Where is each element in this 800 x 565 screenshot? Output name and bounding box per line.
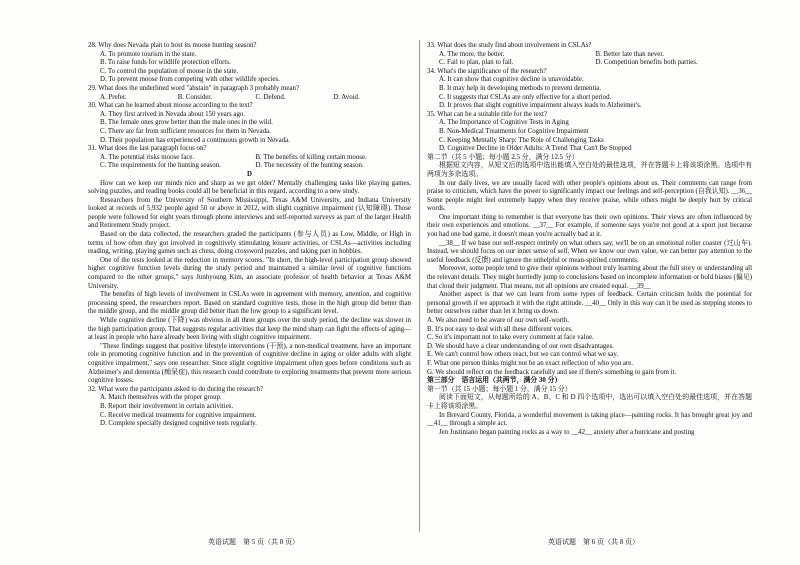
question-text: 30. What can be learned about moose according to the text?: [88, 102, 253, 110]
choice-option: A. We also need to be aware of our own self-worth.: [427, 317, 570, 324]
question-text: 33. What does the study find about involvement in CSLAs?: [427, 42, 592, 49]
page-footer-left: 英语试题 第 5 页（共 8 页）: [208, 538, 299, 546]
passage-paragraph: Another aspect is that we can learn from some types of feedback. Certain criticism holds the potential for personal growth if we approach it with the right attitude. __40__ Only in this way can it be used as stepping stones to better ourselves rather than let it bring us down.: [427, 291, 752, 316]
option-text: B. Consider.: [177, 93, 213, 101]
option-text: C. To control the population of moose in the state.: [100, 67, 239, 75]
passage-paragraph: While cognitive decline (下降) was obvious in all three groups over the study period, the decline was slower in the high participation group. That suggests regular activities that keep the mind sharp can fight the effects of aging—at least in people who have already been living with slight cognitive impairment.: [88, 317, 411, 342]
question-text: 第二节（共 5 小题；每小题 2.5 分，满分 12.5 分）: [427, 153, 579, 161]
option-row: [88, 94, 411, 103]
option-row: [88, 154, 411, 163]
option-text: A. It can show that cognitive decline is unavoidable.: [439, 76, 584, 84]
option-row: [427, 51, 752, 60]
option-text: C. Receive medical treatments for cognitive impairment.: [100, 411, 257, 419]
option-text: C. Keeping Mentally Sharp: The Role of Challenging Tasks: [439, 136, 604, 144]
passage-paragraph: Based on the data collected, the researchers graded the participants (参与人员) as Low, Middle, or High in terms of how often they got involved in cognitively stimulating leisure activities, or CSLAs—activities including reading, writing, playing games such as chess, doing crossword puzzles, and taking part in hobbies.: [88, 231, 411, 256]
option-text: A. Prefer.: [100, 93, 127, 101]
passage-paragraph: Jen Justiniano began painting rocks as a way to __42__ anxiety after a hurricane and posting: [439, 428, 695, 436]
option-row: [427, 59, 752, 68]
question-text: 31. What does the last paragraph focus on?: [88, 145, 207, 153]
choice-option: F. What one person thinks might not be an exact reflection of who you are.: [427, 359, 633, 367]
option-text: C. It suggests that CSLAs are only effective for a short period.: [439, 93, 612, 101]
question-text: 28. Why does Nevada plan to host its moose hunting season?: [88, 42, 257, 49]
question-text: 第一节（共 15 小题；每小题 1 分，满分 15 分）: [427, 385, 572, 393]
option-text: C. Defend.: [255, 93, 286, 101]
passage-paragraph: "These findings suggest that positive lifestyle interventions (干预), a non-medical treatment, have an important role in promoting cognitive function and in the prevention of cognitive decline in aging or older adults with slight cognitive impairment," says one researcher. Since slight cognitive impairment often goes before conditions such as Alzheimer's and dementia (痴呆症), this research could contribute to exploring treatments that prevent more serious cognitive losses.: [88, 342, 411, 385]
choice-option: C. So it's important not to take every comment at face value.: [427, 334, 594, 342]
option-text: B. Non-Medical Treatments for Cognitive Impairment: [439, 127, 589, 135]
question-text: 35. What can be a suitable title for the text?: [427, 110, 548, 118]
option-text: D. Cognitive Decline in Older Adults: A Trend That Can't Be Stopped: [439, 145, 632, 153]
passage-paragraph: 根据短文内容，从短文后的选项中选出能填入空白处的最佳选项，并在答题卡上将该项涂黑。选项中有两项为多余选项。: [427, 162, 752, 178]
choice-option: G. We should reflect on the feedback carefully and see if there's something to gain from it.: [427, 368, 677, 376]
question-text: 32. What were the participants asked to do during the research?: [88, 385, 263, 393]
passage-paragraph: One important thing to remember is that everyone has their own opinions. Their views are often influenced by their own experiences and emotions. __37__ For example, if someone says you're not good at a sport just because you had one bad game, it doesn't mean you're actually bad at it.: [427, 213, 752, 239]
option-text: B. Report their involvement in certain activities.: [100, 402, 234, 410]
option-text: A. The Importance of Cognitive Tests in Aging: [439, 119, 569, 127]
option-text: B. Better late than never.: [595, 50, 664, 58]
option-text: C. The requirements for the hunting season.: [100, 162, 221, 170]
passage-paragraph: Moreover, some people tend to give their opinions without truly learning about the full story or understanding all the relevant details. They might hurriedly jump to conclusions based on incomplete information or hold biases (偏见) that cloud their judgment. That means, not all opinions are created equal. __39__: [427, 265, 752, 290]
option-text: A. Match themselves with the proper group.: [100, 394, 222, 402]
passage-label: D: [247, 170, 252, 178]
passage-paragraph: One of the tests looked at the reduction in memory scores. "In short, the high-level participation group showed higher cognitive function levels during the study period and maintained a similar level of cognitive functions compared to the other groups," says Junhyoung Kim, an associate professor of health behavior at Texas A&M University.: [88, 256, 411, 290]
choice-option: B. It's not easy to deal with all these different voices.: [427, 325, 573, 333]
option-text: D. To prevent moose from competing with other wildlife species.: [100, 76, 280, 84]
option-text: A. They first arrived in Nevada about 150 years ago.: [100, 110, 246, 118]
passage-paragraph: Researchers from the University of Southern Mississippi, Texas A&M University, and Indiana University looked at records of 5,932 people aged 50 or above in 2012, with slight cognitive impairment (认知障碍). Those people were followed for eight years through phone interviews and self-reported surveys as part of the larger Health and Retirement Study project.: [88, 196, 411, 230]
choice-option: E. We can't control how others react, but we can control what we say.: [427, 351, 619, 359]
left-column: [88, 42, 411, 429]
passage-paragraph: __38__ If we base our self-respect entirely on what others say, we'll be on an emotional roller coaster (过山车). Instead, we should focus on our inner sense of self. When we know our own value, we can better pay attention to the useful feedback (反馈) and ignore the unhelpful or mean-spirited comments.: [427, 239, 752, 264]
option-text: A. To promote tourism in the state.: [100, 50, 197, 58]
section-heading: 第三部分 语言运用（共两节，满分 30 分）: [427, 377, 562, 385]
passage-paragraph: In Brevard County, Florida, a wonderful movement is taking place—painting rocks. It has brought great joy and __41__ through a simple act.: [427, 411, 752, 428]
column-divider: [419, 40, 420, 532]
option-text: D. Avoid.: [333, 93, 360, 101]
option-text: D. The necessity of the hunting season.: [255, 162, 364, 170]
option-text: D. Competition benefits both parties.: [595, 59, 698, 67]
option-row: [88, 162, 411, 171]
passage-paragraph: The benefits of high levels of involvement in CSLAs were in agreement with memory, attention, and cognitive processing speed, the researchers report. Based on standard cognitive tests, those in the high group did better than the middle group, and the middle group did better than the low group to a significant level.: [88, 291, 411, 316]
option-text: A. The potential risks moose face.: [100, 153, 195, 161]
option-text: C. There are far from sufficient resources for them in Nevada.: [100, 127, 271, 135]
question-text: 34. What's the significance of the research?: [427, 67, 547, 75]
page-footer-right: 英语试题 第 6 页（共 8 页）: [548, 538, 639, 546]
passage-paragraph: 阅读下面短文，从每题所给的 A、B、C 和 D 四个选项中，选出可以填入空白处的最佳选项，并在答题卡上将该项涂黑。: [427, 394, 752, 410]
option-text: D. It proves that slight cognitive impairment always leads to Alzheimer's.: [439, 102, 642, 110]
option-text: A. The more, the better.: [439, 50, 505, 58]
option-text: B. The female ones grow better than the male ones in the wild.: [100, 119, 273, 127]
choice-option: D. We should have a clear understanding of our own disadvantages.: [427, 342, 614, 350]
right-column: [427, 42, 752, 437]
question-text: 29. What does the underlined word "abstain" in paragraph 3 probably mean?: [88, 84, 300, 92]
option-text: D. Their population has experienced a continuous growth in Nevada.: [100, 136, 290, 144]
option-text: B. To raise funds for wildlife protection efforts.: [100, 59, 231, 67]
option-text: C. Fail to plan, plan to fail.: [439, 59, 514, 67]
option-text: B. The benefits of killing certain moose.: [255, 153, 367, 161]
passage-paragraph: How can we keep our minds nice and sharp as we get older? Mentally challenging tasks like playing games, solving puzzles, and reading books could all be beneficial in this regard, according to a new study.: [88, 179, 411, 196]
option-text: D. Complete specially designed cognitive tests regularly.: [100, 420, 257, 428]
option-text: B. It may help in developing methods to prevent dementia.: [439, 84, 602, 92]
passage-paragraph: In our daily lives, we are usually faced with other people's opinions about us. Their comments can range from praise to criticism, which have the power to significantly impact our feelings and self-perception (自我认知). __36__ Some people might feel extremely happy when they receive praise, while others might be deeply hurt by critical words.: [427, 179, 752, 213]
